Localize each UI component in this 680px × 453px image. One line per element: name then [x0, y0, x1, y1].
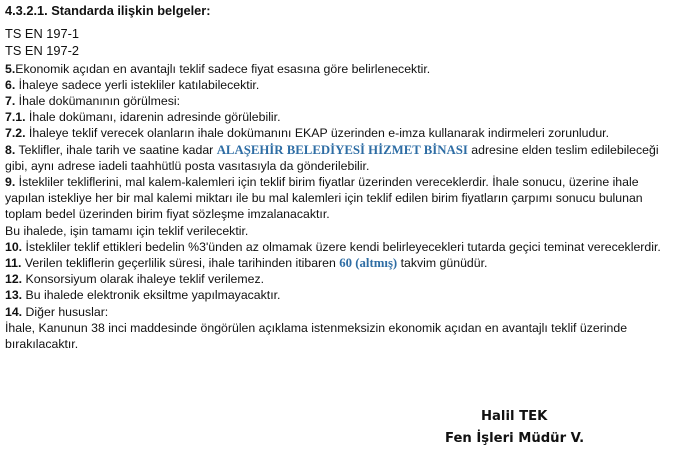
signatory-title: Fen İşleri Müdür V.	[445, 431, 585, 446]
clause-text: takvim günüdür.	[397, 256, 488, 271]
clause-text: İhale dokümanı, idarenin adresinde görülebilir.	[25, 110, 281, 125]
clause-7-1	[5, 109, 675, 125]
clause-number: 6.	[5, 77, 16, 92]
clause-12	[5, 271, 675, 287]
clause-number: 8.	[5, 142, 16, 157]
clause-9-note: Bu ihalede, işin tamamı için teklif verilecektir.	[5, 223, 249, 238]
clause-text: Verilen tekliflerin geçerlilik süresi, ihale tarihinden itibaren	[21, 256, 340, 271]
clause-number: 9.	[5, 175, 16, 190]
signature-block	[445, 406, 615, 450]
clause-5	[5, 61, 675, 77]
clause-13	[5, 287, 675, 303]
section-heading: 4.3.2.1. Standarda ilişkin belgeler:	[5, 3, 211, 18]
clause-text: adresine elden teslim edilebileceği gibi, aynı adrese iadeli taahhütlü posta vasıtasıyla da gönderilebilir.	[5, 142, 659, 173]
clause-text: İhaleye teklif verecek olanların ihale dokümanını EKAP üzerinden e-imza kullanarak indirmeleri zorunludur.	[25, 126, 610, 141]
standard-item: TS EN 197-2	[5, 43, 79, 59]
document-body	[5, 3, 675, 352]
clause-text: Ekonomik açıdan en avantajlı teklif sadece fiyat esasına göre belirlenecektir.	[15, 61, 431, 76]
clause-text: İstekliler tekliflerini, mal kalem-kalemleri için teklif birim fiyatlar üzerinden vereceklerdir. İhale sonucu, üzerine ihale yapılan istekliye her bir mal kalemi miktarı ile bu mal kalemleri için teklif edilen birim fiyatların çarpımı sonucu bulunan toplam bedel üzerinden birim fiyat sözleşme imzalanacaktır.	[5, 175, 643, 222]
clause-7	[5, 93, 675, 109]
clause-9	[5, 174, 675, 223]
clause-number: 5.	[5, 61, 16, 76]
clause-text: Teklifler, ihale tarih ve saatine kadar	[15, 142, 217, 157]
clause-number: 10.	[5, 239, 23, 254]
clause-text: Bu ihalede elektronik eksiltme yapılmayacaktır.	[22, 288, 281, 303]
duration-highlight: 60 (altmış)	[339, 256, 398, 271]
clause-text: İhale dokümanının görülmesi:	[15, 94, 181, 109]
clause-14-body: İhale, Kanunun 38 inci maddesinde öngörülen açıklama istenmeksizin ekonomik açıdan en avantajlı teklif üzerinde bırakılacaktır.	[5, 320, 628, 352]
clause-number: 7.1.	[5, 110, 26, 125]
clause-7-2	[5, 125, 675, 141]
clause-number: 12.	[5, 272, 23, 287]
clause-text: Konsorsiyum olarak ihaleye teklif verilemez.	[22, 272, 265, 287]
address-highlight: ALAŞEHİR BELEDİYESİ HİZMET BİNASI	[216, 142, 468, 157]
clause-text: İhaleye sadece yerli istekliler katılabilecektir.	[15, 77, 260, 92]
clause-text: İstekliler teklif ettikleri bedelin %3'ünden az olmamak üzere kendi belirleyecekleri tutarda geçici teminat vereceklerdir.	[22, 239, 661, 254]
clause-text: Diğer hususlar:	[22, 304, 109, 319]
standard-item: TS EN 197-1	[5, 26, 79, 42]
clause-6	[5, 77, 675, 93]
clause-number: 7.	[5, 94, 16, 109]
clause-11	[5, 255, 675, 271]
clause-number: 13.	[5, 288, 23, 303]
clause-8	[5, 142, 675, 174]
signatory-name: Halil TEK	[481, 409, 548, 424]
clause-number: 11.	[5, 256, 22, 271]
clause-14	[5, 304, 675, 320]
clause-number: 14.	[5, 304, 23, 319]
clause-number: 7.2.	[5, 126, 26, 141]
clause-10	[5, 239, 675, 255]
